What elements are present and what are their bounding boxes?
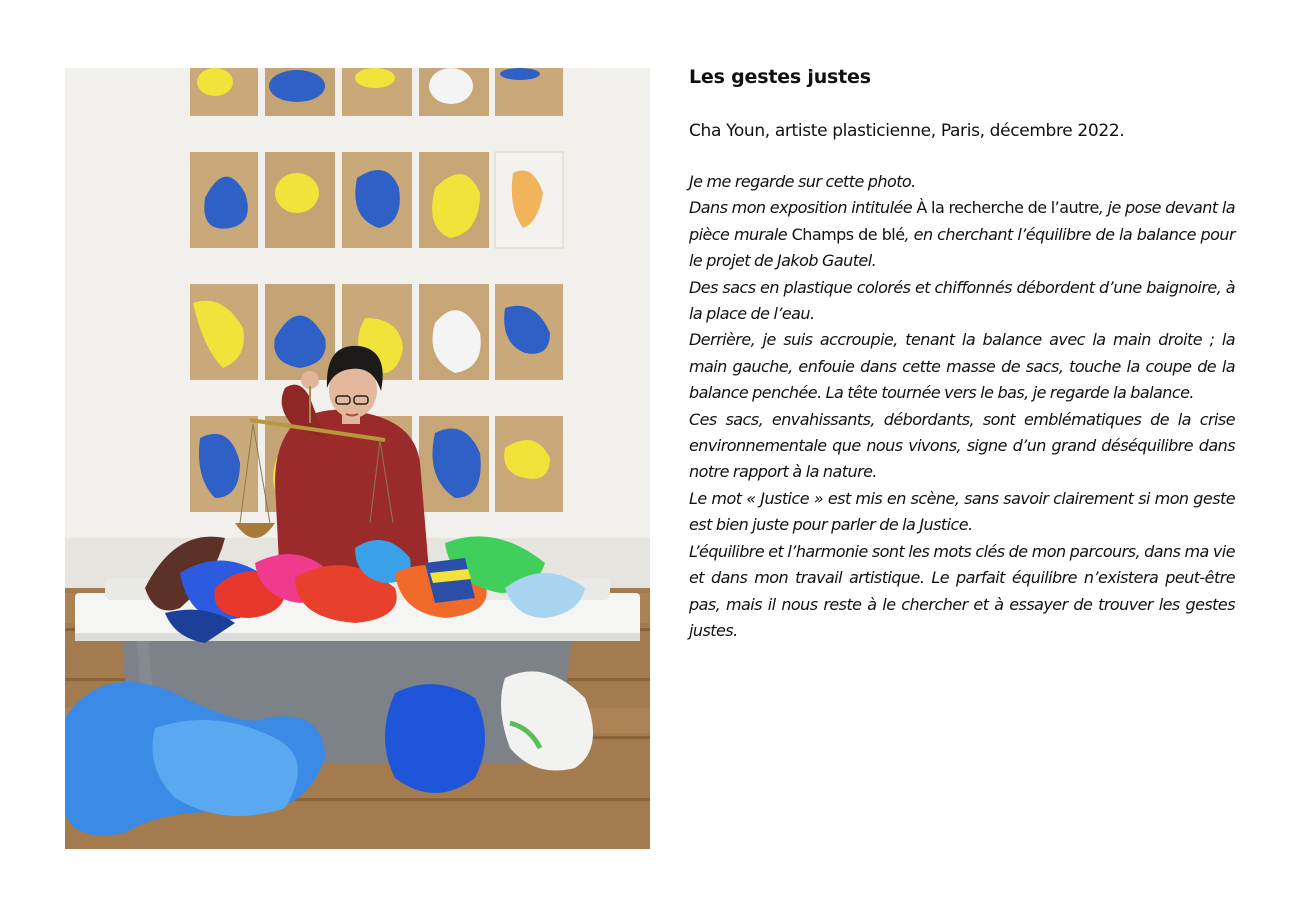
text-column	[689, 64, 1235, 644]
paragraph-5: Ces sacs, envahissants, débordants, sont emblématiques de la crise environnementale que nous vivons, signe d’un grand déséquilibre dans notre rapport à la nature.	[689, 409, 1235, 482]
credit-line: Cha Youn, artiste plasticienne, Paris, décembre 2022.	[689, 121, 1125, 141]
paragraph-2-part-c: , je pose devant la pièce murale	[689, 198, 1235, 244]
paragraph-2	[689, 195, 1235, 274]
paragraph-2-part-e: , en cherchant l’équilibre de la balance pour le projet de Jakob Gautel.	[689, 224, 1235, 271]
exhibition-title: À la recherche de l’autre	[916, 198, 1099, 218]
paragraph-1: Je me regarde sur cette photo.	[689, 172, 916, 191]
paragraph-4: Derrière, je suis accroupie, tenant la balance avec la main droite ; la main gauche, enfouie dans cette masse de sacs, touche la coupe de la balance penchée. La tête tournée vers le bas, je regarde la balance.	[689, 330, 1235, 403]
article-title: Les gestes justes	[689, 66, 871, 88]
artwork-photo	[65, 68, 650, 849]
paragraph-7: L’équilibre et l’harmonie sont les mots clés de mon parcours, dans ma vie et dans mon travail artistique. Le parfait équilibre n’existera peut-être pas, mais il nous reste à le chercher et à essayer de trouver les gestes justes.	[689, 541, 1235, 640]
paragraph-2-part-a: Dans mon exposition intitulée	[689, 198, 917, 218]
artwork-title: Champs de blé	[791, 224, 905, 244]
body-text	[689, 169, 1235, 644]
paragraph-3: Des sacs en plastique colorés et chiffonnés débordent d’une baignoire, à la place de l’eau.	[689, 277, 1235, 324]
paragraph-6: Le mot « Justice » est mis en scène, sans savoir clairement si mon geste est bien juste pour parler de la Justice.	[689, 488, 1235, 535]
